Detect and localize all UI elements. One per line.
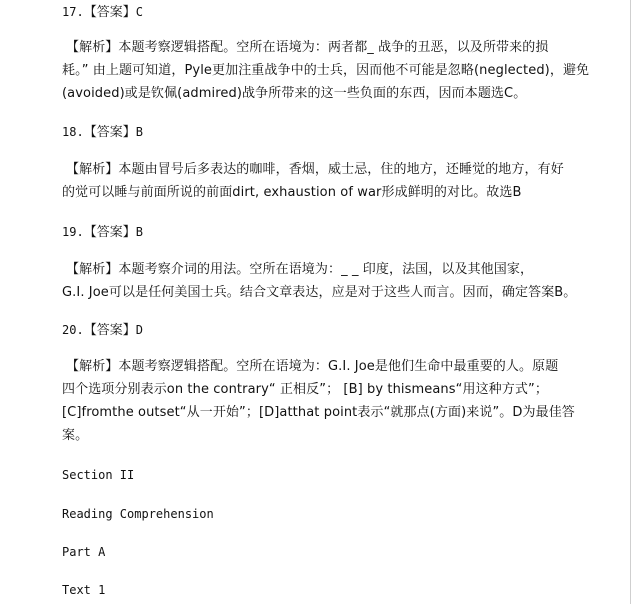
explanation-line: 的觉可以睡与前面所说的前面dirt, exhaustion of war形成鲜明的对比。故选B <box>62 185 522 200</box>
explanation-line: 本题由冒号后多表达的咖啡，香烟，威士忌，住的地方，还睡觉的地方，有好 <box>118 162 564 177</box>
explanation-tag: 【解析】 <box>66 359 119 374</box>
section-heading: Text 1 <box>62 583 106 597</box>
explanation-line: 四个选项分别表示on the contrary“ 正相反”； [B] by thismeans“用这种方式”； <box>62 382 548 397</box>
question-number: 18. <box>62 125 84 139</box>
explanation-line: (avoided)或是钦佩(admired)战争所带来的这一些负面的东西，因而本题选C。 <box>62 86 527 101</box>
answer-20 <box>62 320 625 341</box>
answer-18 <box>62 122 625 143</box>
answer-letter: D <box>135 323 143 337</box>
explanation-18 <box>62 158 617 204</box>
explanation-tag: 【解析】 <box>66 162 119 177</box>
explanation-line: 本题考察逻辑搭配。空所在语境为：G.I. Joe是他们生命中最重要的人。原题 <box>118 359 559 374</box>
section-heading: Section II <box>62 468 135 482</box>
explanation-line: 本题考察逻辑搭配。空所在语境为：两者都_ 战争的丑恶，以及所带来的损 <box>118 40 549 55</box>
answer-tag: 【答案】 <box>83 5 136 20</box>
answer-tag: 【答案】 <box>83 125 136 140</box>
explanation-tag: 【解析】 <box>66 262 119 277</box>
explanation-line: G.I. Joe可以是任何美国士兵。结合文章表达，应是对于这些人而言。因而，确定答案B。 <box>62 285 577 300</box>
answer-tag: 【答案】 <box>83 323 136 338</box>
explanation-17 <box>62 36 617 105</box>
explanation-line: 案。 <box>62 428 89 443</box>
answer-letter: B <box>135 225 143 239</box>
answer-17 <box>62 2 625 23</box>
explanation-20 <box>62 355 617 447</box>
section-heading: Part A <box>62 545 106 559</box>
section-heading: Reading Comprehension <box>62 507 214 521</box>
explanation-line: 耗。” 由上题可知道，Pyle更加注重战争中的士兵，因而他不可能是忽略(neglected)，避免 <box>62 63 590 78</box>
explanation-tag: 【解析】 <box>66 40 119 55</box>
question-number: 17. <box>62 5 84 19</box>
page-edge-rule <box>630 0 631 604</box>
question-number: 19. <box>62 225 84 239</box>
explanation-line: 本题考察介词的用法。空所在语境为：_ _ 印度，法国，以及其他国家， <box>118 262 534 277</box>
answer-letter: C <box>135 5 143 19</box>
answer-tag: 【答案】 <box>83 225 136 240</box>
explanation-line: [C]fromthe outset“从一开始”；[D]atthat point表示“就那点(方面)来说”。D为最佳答 <box>62 405 575 420</box>
question-number: 20. <box>62 323 84 337</box>
explanation-19 <box>62 258 617 304</box>
answer-letter: B <box>135 125 143 139</box>
answer-19 <box>62 222 625 243</box>
